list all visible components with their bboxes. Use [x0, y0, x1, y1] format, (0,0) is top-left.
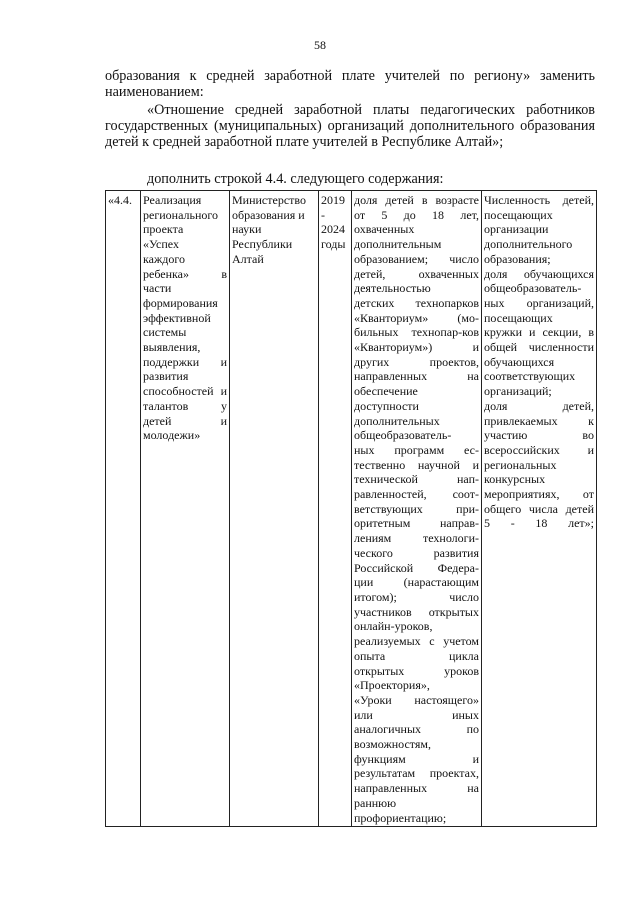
- cell-line: кружки и секции, в: [484, 325, 594, 340]
- cell-line: соответствующих: [484, 369, 576, 384]
- cell-line: доля детей,: [484, 398, 594, 413]
- cell-line: доступности: [354, 398, 419, 413]
- cell-line: Алтай: [232, 251, 264, 266]
- cell-line: бильных технопар-ков: [354, 325, 479, 340]
- cell-line: организации: [484, 222, 549, 237]
- indicators-cell: [352, 191, 482, 827]
- executor-cell: [230, 191, 319, 827]
- cell-line: 2024: [321, 222, 345, 237]
- cell-line: Численность детей,: [484, 193, 594, 207]
- cell-line: участию во: [484, 428, 594, 443]
- cell-line: от 5 до 18 лет,: [354, 207, 479, 222]
- cell-line: Реализация: [143, 193, 202, 207]
- row-number: «4.4.: [108, 193, 132, 207]
- cell-line: дополнительным: [354, 237, 442, 252]
- cell-line: детей, охваченных: [354, 266, 479, 281]
- cell-line: «Уроки настоящего»: [354, 692, 479, 707]
- cell-line: талантов у: [143, 398, 227, 413]
- results: [484, 193, 594, 531]
- cell-line: Министерство: [232, 193, 306, 207]
- period-cell: [319, 191, 352, 827]
- cell-line: поддержки и: [143, 354, 227, 369]
- indicators: [354, 193, 479, 825]
- cell-line: или иных: [354, 707, 479, 722]
- cell-line: всероссийских и: [484, 442, 594, 457]
- cell-line: опыта цикла: [354, 648, 479, 663]
- cell-line: ции (нарастающим: [354, 575, 479, 590]
- cell-line: «Успех: [143, 237, 179, 252]
- cell-line: выявления,: [143, 340, 201, 355]
- cell-line: раннюю: [354, 795, 397, 810]
- cell-line: направленных на: [354, 369, 479, 384]
- cell-line: общеобразователь-: [484, 281, 582, 296]
- cell-line: результатам проектах,: [354, 766, 479, 781]
- event-name: [143, 193, 227, 443]
- cell-line: равленностей, соот-: [354, 487, 479, 502]
- cell-line: других проектов,: [354, 354, 479, 369]
- cell-line: мероприятиях, от: [484, 487, 594, 502]
- cell-line: ребенка» в: [143, 266, 227, 281]
- cell-line: образования;: [484, 251, 551, 266]
- cell-line: системы: [143, 325, 187, 340]
- cell-line: ных организаций,: [484, 295, 594, 310]
- cell-line: ветствующих при-: [354, 501, 479, 516]
- cell-line: конкурсных: [484, 472, 546, 487]
- cell-line: возможностям,: [354, 737, 431, 752]
- cell-line: дополнительного: [484, 237, 573, 252]
- cell-line: организаций;: [484, 384, 552, 399]
- cell-line: посещающих: [484, 310, 553, 325]
- cell-line: годы: [321, 237, 346, 252]
- cell-line: «Кванториум» (мо-: [354, 310, 479, 325]
- cell-line: ческого развития: [354, 545, 479, 560]
- cell-line: открытых уроков: [354, 663, 479, 678]
- cell-line: охваченных: [354, 222, 415, 237]
- cell-line: итогом); число: [354, 589, 479, 604]
- cell-line: образованием; число: [354, 251, 479, 266]
- cell-line: направленных на: [354, 781, 479, 796]
- cell-line: способностей и: [143, 384, 227, 399]
- cell-line: общего числа детей: [484, 501, 594, 516]
- cell-line: ных программ ес-: [354, 442, 479, 457]
- cell-line: -: [321, 207, 325, 222]
- cell-line: обучающихся: [484, 354, 555, 369]
- cell-line: развития: [143, 369, 189, 384]
- paragraph-1: образования к средней заработной плате учителей по региону» заменить наименованием:: [105, 68, 595, 100]
- cell-line: регионального: [143, 207, 219, 222]
- cell-line: дополнительных: [354, 413, 440, 428]
- cell-line: посещающих: [484, 207, 553, 222]
- cell-line: детей и: [143, 413, 227, 428]
- cell-line: реализуемых с учетом: [354, 634, 479, 649]
- cell-line: общеобразователь-: [354, 428, 452, 443]
- cell-line: формирования: [143, 295, 218, 310]
- cell-line: региональных: [484, 457, 557, 472]
- cell-line: образования и: [232, 207, 305, 222]
- table-row: [106, 191, 597, 827]
- cell-line: Республики: [232, 237, 293, 252]
- cell-line: общей численности: [484, 340, 594, 355]
- cell-line: части: [143, 281, 172, 296]
- row-number-cell: [106, 191, 141, 827]
- cell-line: технической нап-: [354, 472, 479, 487]
- cell-line: доля обучающихся: [484, 266, 594, 281]
- cell-line: 2019: [321, 193, 345, 207]
- cell-line: обеспечение: [354, 384, 418, 399]
- page-number: 58: [314, 38, 326, 52]
- cell-line: профориентацию;: [354, 810, 447, 825]
- cell-line: лениям технологи-: [354, 531, 479, 546]
- cell-line: науки: [232, 222, 262, 237]
- cell-line: оритетным направ-: [354, 516, 479, 531]
- paragraph-2: «Отношение средней заработной платы педагогических работников государственных (муниципальных) организаций дополнительного образования детей к средней заработной плате учителей в Республике Алтай»;: [105, 102, 595, 150]
- period: [321, 193, 349, 252]
- cell-line: тественно научной и: [354, 457, 479, 472]
- cell-line: привлекаемых к: [484, 413, 594, 428]
- cell-line: аналогичных по: [354, 722, 479, 737]
- paragraph-3: дополнить строкой 4.4. следующего содержания:: [147, 171, 444, 187]
- results-cell: [482, 191, 597, 827]
- cell-line: «Проектория»,: [354, 678, 430, 693]
- cell-line: Российской Федера-: [354, 560, 479, 575]
- cell-line: функциям и: [354, 751, 479, 766]
- event-name-cell: [141, 191, 230, 827]
- cell-line: 5 - 18 лет»;: [484, 516, 594, 531]
- cell-line: деятельностью: [354, 281, 431, 296]
- executor: [232, 193, 316, 267]
- cell-line: участников открытых: [354, 604, 479, 619]
- cell-line: доля детей в возрасте: [354, 193, 479, 207]
- cell-line: онлайн-уроков,: [354, 619, 433, 634]
- cell-line: молодежи»: [143, 428, 201, 443]
- cell-line: эффективной: [143, 310, 211, 325]
- cell-line: «Кванториум») и: [354, 340, 479, 355]
- cell-line: детских технопарков: [354, 295, 479, 310]
- program-table: [105, 190, 597, 827]
- cell-line: каждого: [143, 251, 185, 266]
- cell-line: проекта: [143, 222, 184, 237]
